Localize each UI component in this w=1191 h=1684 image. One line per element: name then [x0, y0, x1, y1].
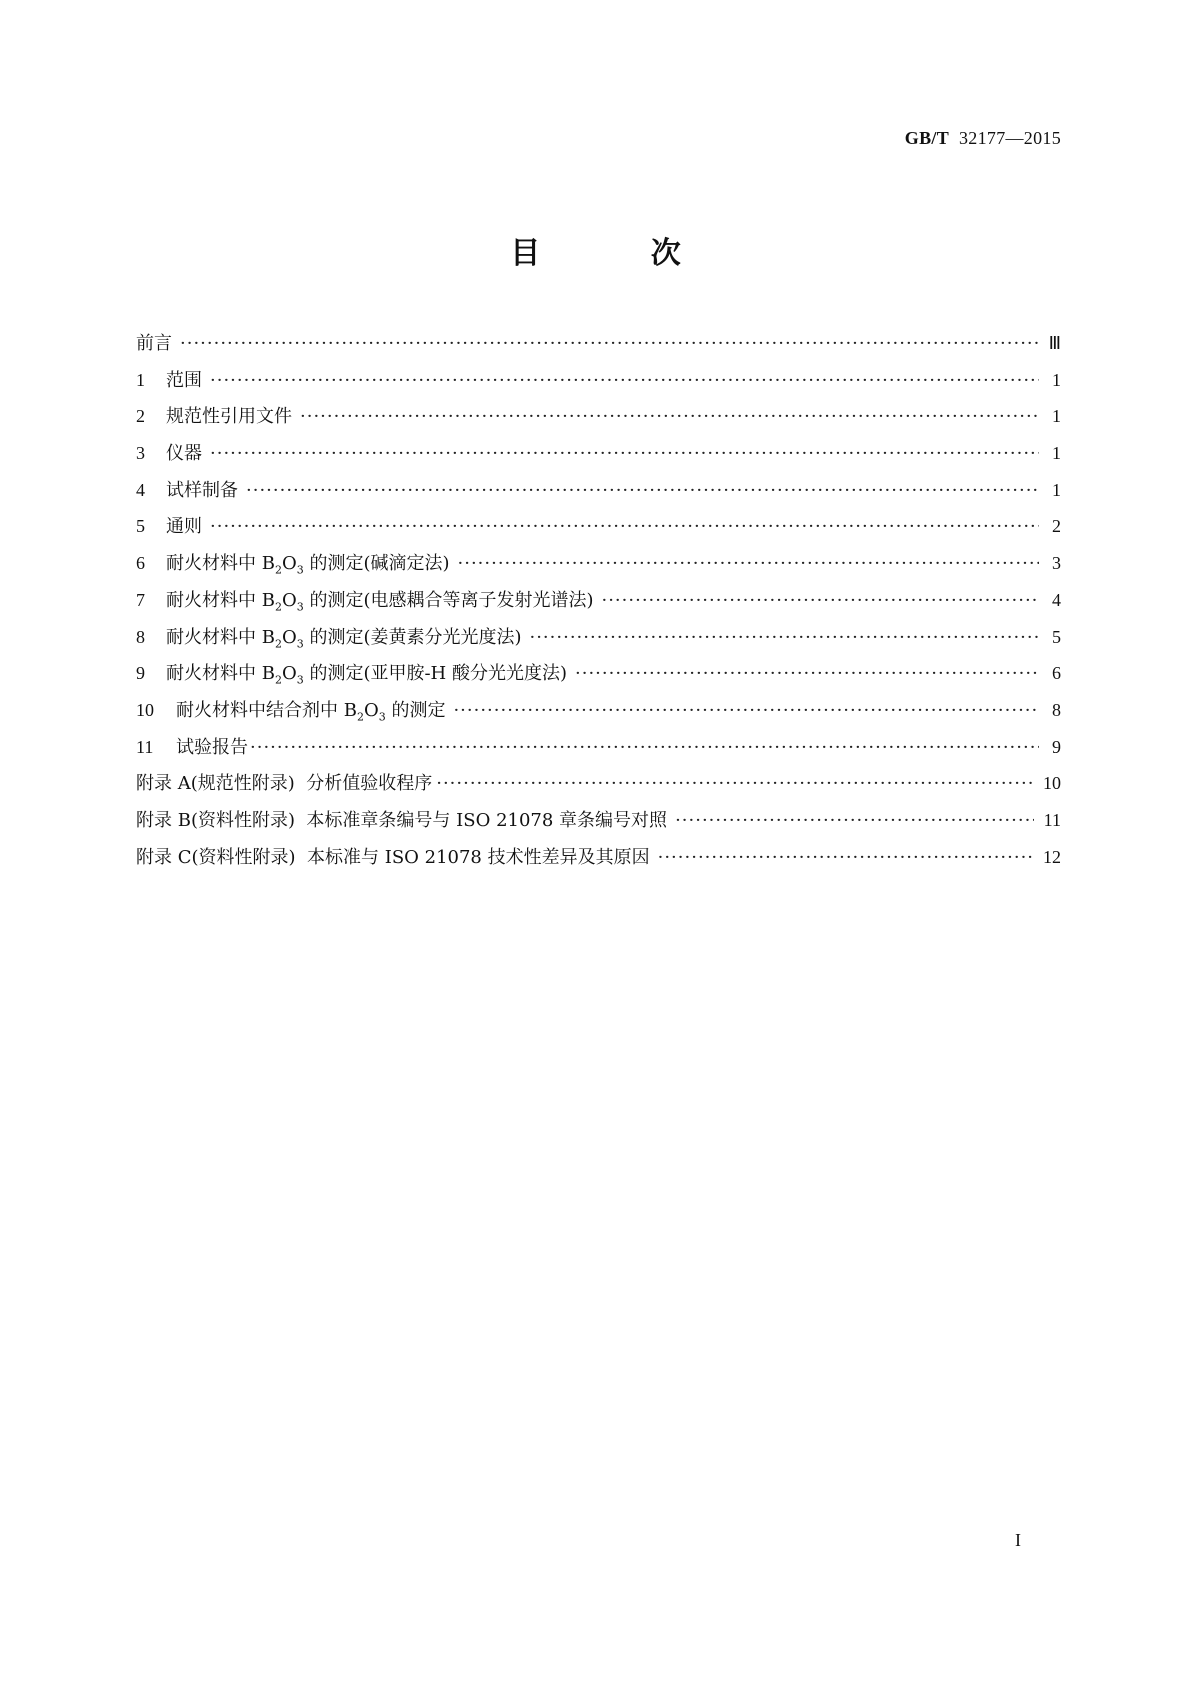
toc-leader: [601, 588, 1039, 614]
toc-leader: [180, 331, 1039, 357]
toc-leader: [246, 478, 1039, 504]
toc-number: 5: [136, 516, 145, 537]
toc-entry-8[interactable]: [136, 624, 1061, 661]
toc-page: 1: [1052, 479, 1061, 500]
toc-number: 9: [136, 663, 145, 684]
standard-prefix: GB/T: [904, 128, 949, 148]
toc-page: 3: [1052, 553, 1061, 574]
toc-label: 附录 A(规范性附录) 分析值验收程序: [136, 773, 433, 795]
toc-label: 附录 C(资料性附录) 本标准与 ISO 21078 技术性差异及其原因: [136, 846, 650, 868]
toc-label: 试样制备: [166, 479, 238, 501]
toc-leader: [210, 514, 1039, 540]
toc-number: 2: [136, 406, 145, 427]
toc-leader: [529, 625, 1039, 651]
toc-number: 4: [136, 479, 145, 500]
toc-label: 耐火材料中 $B_2O_3$ 的测定(亚甲胺-H 酸分光光度法): [166, 663, 567, 687]
toc-label: 仪器: [166, 443, 202, 465]
toc-entry-9[interactable]: [136, 660, 1061, 697]
toc-label: 试验报告: [176, 736, 248, 758]
toc-number: 3: [136, 443, 145, 464]
toc-entry-2[interactable]: [136, 403, 1061, 440]
toc-label: 耐火材料中 $B_2O_3$ 的测定(姜黄素分光光度法): [166, 626, 522, 651]
toc-page: 5: [1052, 626, 1061, 647]
toc-number: 11: [136, 736, 154, 757]
toc-entry-4[interactable]: [136, 477, 1061, 514]
toc-entry-5[interactable]: [136, 513, 1061, 550]
toc-number: 10: [136, 699, 154, 720]
toc-entry-annex-c[interactable]: [136, 844, 1061, 881]
table-of-contents: [136, 330, 1061, 880]
toc-label: 耐火材料中 $B_2O_3$ 的测定(电感耦合等离子发射光谱法): [166, 589, 594, 614]
toc-page: 8: [1052, 699, 1061, 720]
toc-leader: [210, 441, 1039, 467]
toc-label: 耐火材料中结合剂中 $B_2O_3$ 的测定: [176, 699, 446, 724]
toc-number: 8: [136, 626, 145, 647]
toc-entry-foreword[interactable]: [136, 330, 1061, 367]
toc-entry-3[interactable]: [136, 440, 1061, 477]
toc-leader: [453, 698, 1039, 724]
page-title: 目 次: [510, 236, 731, 271]
toc-page: 12: [1043, 846, 1061, 867]
toc-entry-7[interactable]: [136, 587, 1061, 624]
toc-leader: [250, 735, 1039, 761]
toc-entry-1[interactable]: [136, 367, 1061, 404]
toc-label: 耐火材料中 $B_2O_3$ 的测定(碱滴定法): [166, 553, 450, 577]
toc-page: 6: [1052, 663, 1061, 684]
toc-label: 规范性引用文件: [166, 406, 292, 428]
toc-leader: [675, 808, 1034, 834]
toc-page: 1: [1052, 369, 1061, 390]
toc-leader: [658, 845, 1033, 871]
toc-leader: [300, 404, 1039, 430]
toc-leader: [436, 771, 1033, 797]
toc-page: 11: [1043, 809, 1061, 830]
toc-page: 2: [1052, 516, 1061, 537]
toc-leader: [210, 368, 1039, 394]
toc-entry-10[interactable]: [136, 697, 1061, 734]
toc-label: 前言: [136, 333, 172, 354]
standard-code: [905, 128, 1061, 149]
page-number: I: [1015, 1530, 1021, 1550]
toc-page: 1: [1052, 406, 1061, 427]
toc-page: 1: [1052, 443, 1061, 464]
toc-label: 附录 B(资料性附录) 本标准章条编号与 ISO 21078 章条编号对照: [136, 809, 668, 831]
toc-leader: [458, 551, 1040, 577]
toc-number: 7: [136, 589, 145, 610]
toc-page: 10: [1043, 773, 1061, 794]
toc-page: Ⅲ: [1048, 333, 1061, 353]
toc-entry-6[interactable]: [136, 550, 1061, 587]
toc-number: 1: [136, 369, 145, 390]
standard-number: 32177—2015: [959, 128, 1061, 148]
toc-entry-11[interactable]: [136, 734, 1061, 771]
toc-page: 4: [1052, 589, 1061, 610]
toc-label: 范围: [166, 369, 202, 391]
toc-page: 9: [1052, 736, 1061, 757]
toc-entry-annex-a[interactable]: [136, 770, 1061, 807]
toc-leader: [575, 661, 1039, 687]
toc-entry-annex-b[interactable]: [136, 807, 1061, 844]
toc-number: 6: [136, 553, 145, 574]
toc-label: 通则: [166, 516, 202, 538]
